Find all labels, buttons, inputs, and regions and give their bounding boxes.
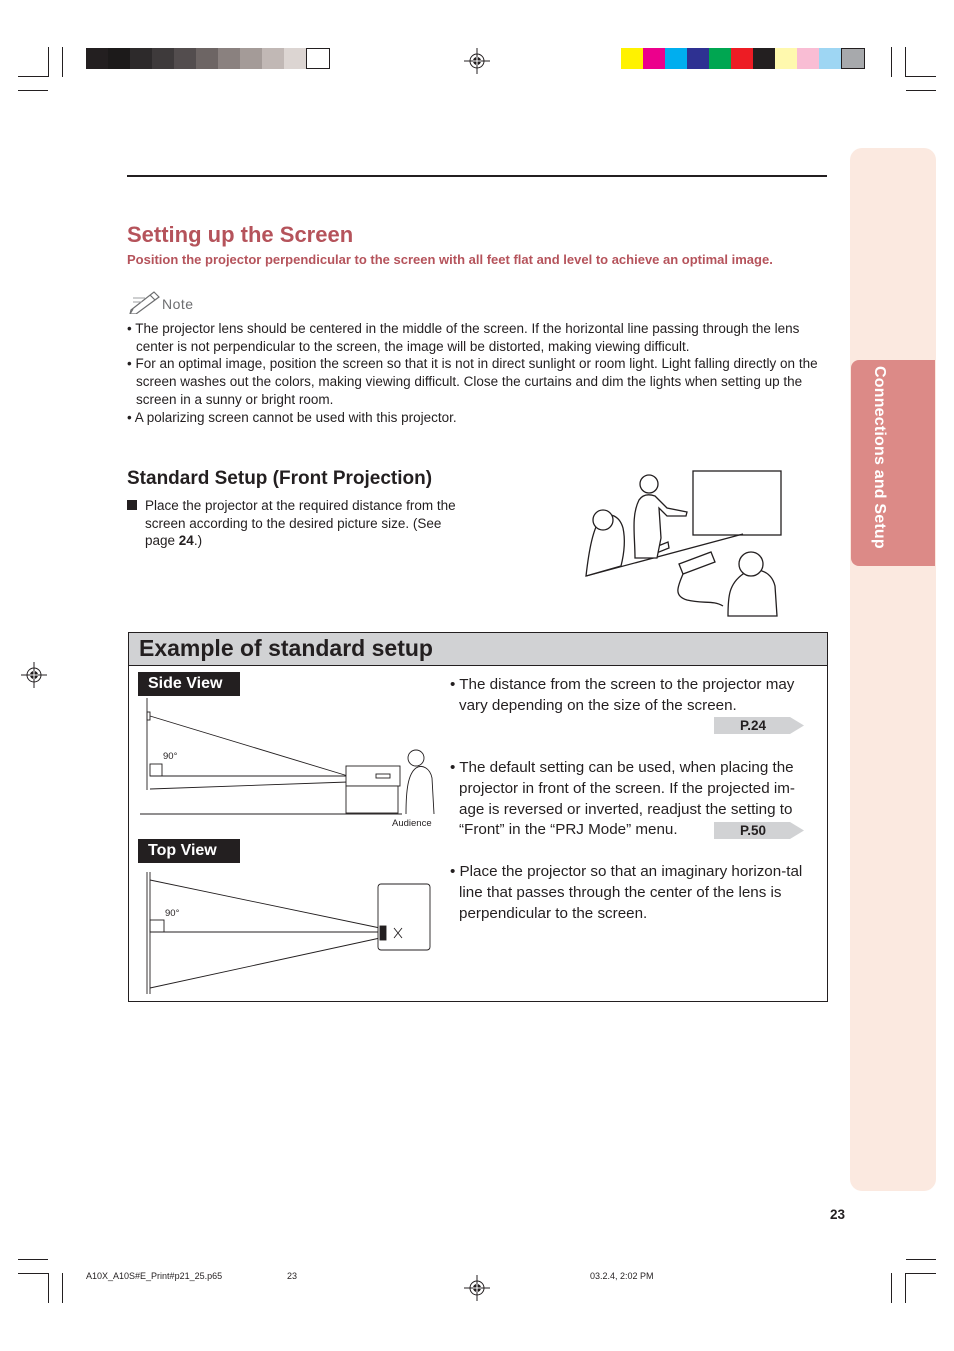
gray-swatch <box>306 48 330 69</box>
gray-swatch <box>196 48 218 69</box>
note-item: • The projector lens should be centered in the middle of the screen. If the horizontal line passing through the lens center is not perpendicular to the screen, the image will be distorted, making viewing difficult. <box>127 321 800 354</box>
gray-swatch <box>108 48 130 69</box>
chapter-tab <box>851 360 935 566</box>
room-setup-illustration <box>583 466 783 618</box>
note-label: Note <box>162 296 194 312</box>
chapter-tab-label: Connections and Setup <box>871 366 888 549</box>
example-header <box>129 633 827 666</box>
footer-file: A10X_A10S#E_Print#p21_25.p65 <box>86 1271 223 1281</box>
chapter-tab-background <box>850 148 936 1191</box>
page-reference: 24 <box>178 533 194 549</box>
side-angle-label: 90° <box>163 751 178 762</box>
color-swatch <box>687 48 709 69</box>
subsection-title: Standard Setup (Front Projection) <box>127 468 433 489</box>
top-angle-label: 90° <box>165 908 180 919</box>
page-ref-link[interactable] <box>714 822 804 839</box>
gray-swatch <box>284 48 306 69</box>
color-swatch <box>753 48 775 69</box>
setup-instruction <box>127 497 467 550</box>
registration-mark-icon <box>464 1275 490 1301</box>
footer-date: 03.2.4, 2:02 PM <box>590 1271 654 1281</box>
note-item-text: The projector lens should be centered in the middle of the screen. If the horizontal line passing through the lens center is not perpendicular to the screen, the image will be distorted, making viewing difficult. <box>135 321 800 354</box>
color-swatch <box>841 48 865 69</box>
gray-swatch <box>262 48 284 69</box>
example-bullet-text: The distance from the screen to the projector may vary depending on the size of the screen. <box>459 676 795 714</box>
pencil-note-icon <box>128 288 162 314</box>
section-title: Setting up the Screen <box>127 222 354 247</box>
color-swatch <box>621 48 643 69</box>
gray-swatch <box>174 48 196 69</box>
square-bullet-icon <box>127 500 137 510</box>
page-ref-text: P.50 <box>739 823 767 838</box>
page-ref-text: P.24 <box>739 718 767 733</box>
gray-swatch <box>130 48 152 69</box>
footer-page: 23 <box>287 1271 298 1281</box>
section-lead: Position the projector perpendicular to the screen with all feet flat and level to achieve an optimal image. <box>127 252 773 267</box>
color-swatch <box>665 48 687 69</box>
registration-mark-icon <box>464 48 490 74</box>
gray-swatch <box>240 48 262 69</box>
note-item: • A polarizing screen cannot be used with this projector. <box>127 409 457 425</box>
side-view-diagram <box>140 698 440 818</box>
side-view-label: Side View <box>138 672 240 696</box>
registration-mark-icon <box>21 662 47 688</box>
note-item-text: A polarizing screen cannot be used with this projector. <box>134 409 457 425</box>
example-bullet: • Place the projector so that an imaginary horizon-tal line that passes through the center of the lens is perpendicular to the screen. <box>450 863 803 922</box>
example-bullet: • The default setting can be used, when placing the projector in front of the screen. If the projected im-age is reversed or inverted, readjust the setting to “Front” in the “PRJ Mode” menu. <box>450 759 795 839</box>
color-swatch <box>775 48 797 69</box>
note-list <box>127 320 829 426</box>
color-swatch <box>797 48 819 69</box>
audience-label: Audience <box>392 818 432 829</box>
top-view-label: Top View <box>138 839 240 863</box>
color-swatch <box>643 48 665 69</box>
example-bullet-text: Place the projector so that an imaginary horizon-tal line that passes through the center of the lens is perpendicular to the screen. <box>459 863 803 922</box>
top-view-diagram <box>140 868 440 1000</box>
setup-instruction-text: Place the projector at the required distance from the screen according to the desired picture size. (See page <box>145 498 456 549</box>
note-item: • For an optimal image, position the screen so that it is not in direct sunlight or room light. Light falling directly on the screen washes out the colors, making viewing difficult. Close the curtains and dim the lights when setting up the screen in a sunny or bright room. <box>127 356 818 407</box>
note-item-text: For an optimal image, position the screen so that it is not in direct sunlight or room light. Light falling directly on the screen washes out the colors, making viewing difficult. Close the curtains and dim the lights when setting up the screen in a sunny or bright room. <box>135 356 818 407</box>
example-bullet-text: The default setting can be used, when placing the projector in front of the screen. If the projected im-age is reversed or inverted, readjust the setting to “Front” in the “PRJ Mode” menu. <box>459 759 795 839</box>
header-rule <box>127 175 827 177</box>
example-title: Example of standard setup <box>139 635 433 661</box>
color-swatch <box>819 48 841 69</box>
color-swatch <box>709 48 731 69</box>
gray-swatch <box>152 48 174 69</box>
gray-swatch <box>218 48 240 69</box>
gray-swatch <box>86 48 108 69</box>
color-swatch <box>731 48 753 69</box>
page-number: 23 <box>830 1207 846 1222</box>
example-bullet: • The distance from the screen to the projector may vary depending on the size of the screen. <box>450 676 795 714</box>
setup-instruction-close: .) <box>193 533 203 549</box>
page-ref-link[interactable] <box>714 717 804 734</box>
